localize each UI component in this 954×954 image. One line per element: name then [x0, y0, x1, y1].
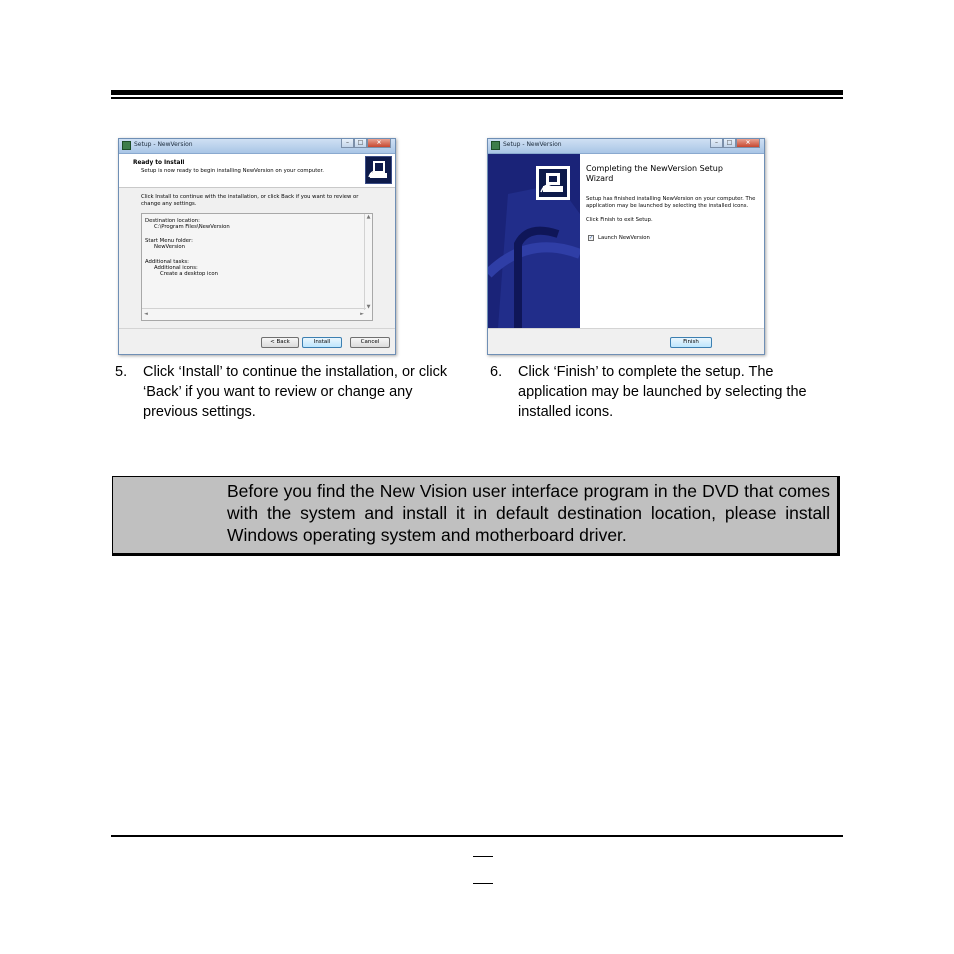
wizard-header: [119, 154, 395, 188]
page-number-underline-top: [473, 856, 493, 857]
horizontal-scrollbar[interactable]: [142, 308, 366, 320]
header-title: Ready to Install: [133, 160, 185, 166]
step-text: [518, 362, 807, 422]
header-rule-thin: [111, 97, 843, 99]
setup-window-ready: [118, 138, 396, 355]
caption-line: application may be launched by selecting the: [518, 384, 807, 400]
cancel-button[interactable]: Cancel: [350, 337, 390, 348]
header-rule-thick: [111, 90, 843, 95]
title-bar: [488, 139, 764, 154]
right-content: [580, 154, 764, 328]
dest-value: C:\Program Files\NewVersion: [154, 224, 230, 230]
maximize-icon[interactable]: □: [723, 139, 736, 148]
note-text: Before you find the New Vision user interface program in the DVD that comes with the system and install it in default destination location, please install Windows operating system and motherboard driver.: [227, 481, 830, 545]
scroll-left-icon[interactable]: ◄: [144, 311, 148, 317]
setup-app-icon: [491, 141, 500, 150]
button-divider: [488, 328, 764, 329]
completion-body: Setup has finished installing NewVersion on your computer. The application may be launched by selecting the installed icons.: [586, 196, 756, 209]
step-number: 5.: [115, 364, 128, 380]
tasks-value: Create a desktop icon: [160, 271, 219, 277]
dest-label: Destination location:: [145, 218, 200, 224]
caption-line: previous settings.: [143, 404, 256, 420]
header-subtitle: Setup is now ready to begin installing NewVersion on your computer.: [141, 168, 324, 174]
minimize-icon[interactable]: –: [710, 139, 723, 148]
install-button[interactable]: Install: [302, 337, 342, 348]
click-finish-text: Click Finish to exit Setup.: [586, 217, 653, 223]
close-icon[interactable]: ×: [736, 139, 760, 148]
menu-value: NewVersion: [154, 244, 186, 250]
scroll-right-icon[interactable]: ►: [360, 311, 364, 317]
step-number: 6.: [490, 364, 503, 380]
summary-memo[interactable]: [141, 213, 373, 321]
maximize-icon[interactable]: □: [354, 139, 367, 148]
title-bar: [119, 139, 395, 154]
launch-checkbox-label: Launch NewVersion: [598, 235, 650, 241]
step-text: [143, 362, 447, 422]
minimize-icon[interactable]: –: [341, 139, 354, 148]
menu-label: Start Menu folder:: [145, 238, 193, 244]
tasks-sub: Additional icons:: [154, 265, 198, 271]
caption-line: installed icons.: [518, 404, 614, 420]
back-button[interactable]: < Back: [261, 337, 299, 348]
button-divider: [119, 328, 395, 329]
install-instruction: Click Install to continue with the installation, or click Back if you want to review or change any settings.: [141, 194, 359, 207]
setup-app-icon: [122, 141, 131, 150]
page-number-underline-bottom: [473, 883, 493, 884]
caption-step-6: [490, 362, 850, 424]
tasks-label: Additional tasks:: [145, 259, 189, 265]
launch-checkbox[interactable]: ✓: [589, 235, 594, 241]
finish-button[interactable]: Finish: [670, 337, 712, 348]
caption-line: Click ‘Finish’ to complete the setup. The: [518, 364, 774, 380]
vertical-scrollbar[interactable]: [364, 214, 372, 310]
setup-computer-icon: [365, 156, 392, 184]
close-icon[interactable]: ×: [367, 139, 391, 148]
setup-window-completed: [487, 138, 765, 355]
note-box: [112, 476, 840, 556]
wizard-banner-image: [488, 154, 580, 328]
scroll-up-icon[interactable]: ▲: [366, 214, 371, 220]
footer-rule: [111, 835, 843, 837]
caption-line: ‘Back’ if you want to review or change any: [143, 384, 413, 400]
completion-heading: Completing the NewVersion Setup Wizard: [586, 164, 723, 183]
scroll-down-icon[interactable]: ▼: [366, 303, 371, 310]
window-title: Setup - NewVersion: [134, 141, 193, 148]
window-title: Setup - NewVersion: [503, 141, 562, 148]
caption-step-5: [115, 362, 485, 424]
caption-line: Click ‘Install’ to continue the installation, or click: [143, 364, 448, 380]
